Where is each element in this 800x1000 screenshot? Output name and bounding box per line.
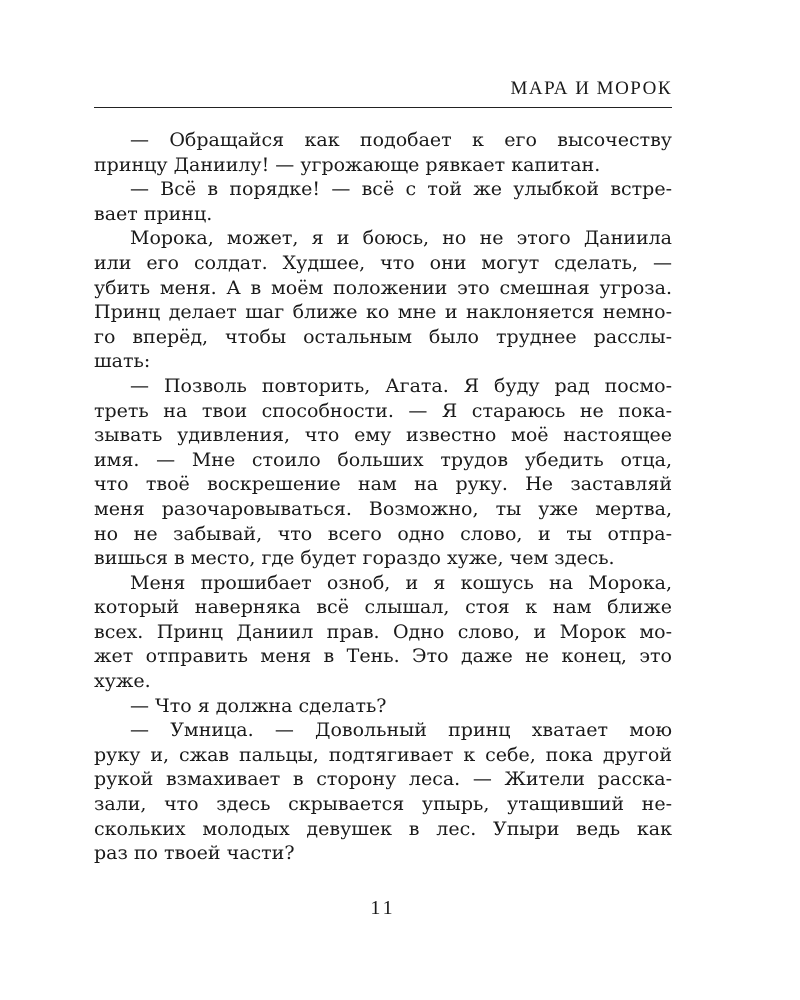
text-line: хуже.: [94, 670, 151, 693]
text-line: вишься в место, где будет гораздо хуже, чем здесь.: [94, 547, 615, 570]
text-line: зывать удивления, что ему известно моё настоящее: [94, 424, 672, 447]
text-line: принцу Даниилу! — угрожающе рявкает капитан.: [94, 153, 601, 176]
text-line: — Умница. — Довольный принц хватает мою: [130, 719, 672, 742]
text-line: Принц делает шаг ближе ко мне и наклоняется немно-: [94, 301, 672, 324]
text-line: убить меня. А в моём положении это смешная угроза.: [94, 276, 672, 299]
page-number: 11: [370, 897, 396, 919]
text-line: который наверняка всё слышал, стоя к нам ближе: [94, 596, 672, 619]
text-line: шать:: [94, 350, 151, 373]
text-line: раз по твоей части?: [94, 842, 295, 865]
text-line: скольких молодых девушек в лес. Упыри ведь как: [94, 817, 672, 840]
text-line: — Всё в порядке! — всё с той же улыбкой встре-: [130, 178, 672, 201]
text-line: руку и, сжав пальцы, подтягивает к себе, пока другой: [94, 743, 672, 766]
text-line: имя. — Мне стоило больших трудов убедить отца,: [94, 448, 672, 471]
text-line: вает принц.: [94, 202, 213, 225]
text-line: или его солдат. Худшее, что они могут сделать, —: [94, 251, 672, 274]
running-head-title: МАРА И МОРОК: [510, 78, 672, 99]
text-line: жет отправить меня в Тень. Это даже не конец, это: [94, 645, 672, 668]
text-line: меня разочаровываться. Возможно, ты уже мертва,: [94, 497, 672, 520]
text-line: рукой взмахивает в сторону леса. — Жители расска-: [94, 768, 672, 791]
text-line: го вперёд, чтобы остальным было труднее расслы-: [94, 325, 672, 348]
text-line: Меня прошибает озноб, и я кошусь на Морока,: [130, 571, 672, 594]
text-line: Морока, может, я и боюсь, но не этого Даниила: [130, 227, 672, 250]
text-line: но не забывай, что всего одно слово, и ты отпра-: [94, 522, 672, 545]
body-text: [94, 128, 672, 866]
text-line: зали, что здесь скрывается упырь, утащивший не-: [94, 793, 672, 816]
text-line: — Обращайся как подобает к его высочеству: [130, 129, 672, 151]
header-rule: [94, 107, 672, 108]
text-line: что твоё воскрешение нам на руку. Не заставляй: [94, 473, 672, 496]
text-line: всех. Принц Даниил прав. Одно слово, и Морок мо-: [94, 620, 672, 643]
text-line: треть на твои способности. — Я стараюсь не пока-: [94, 399, 672, 422]
text-line: — Позволь повторить, Агата. Я буду рад посмо-: [130, 374, 672, 397]
text-line: — Что я должна сделать?: [130, 694, 387, 717]
